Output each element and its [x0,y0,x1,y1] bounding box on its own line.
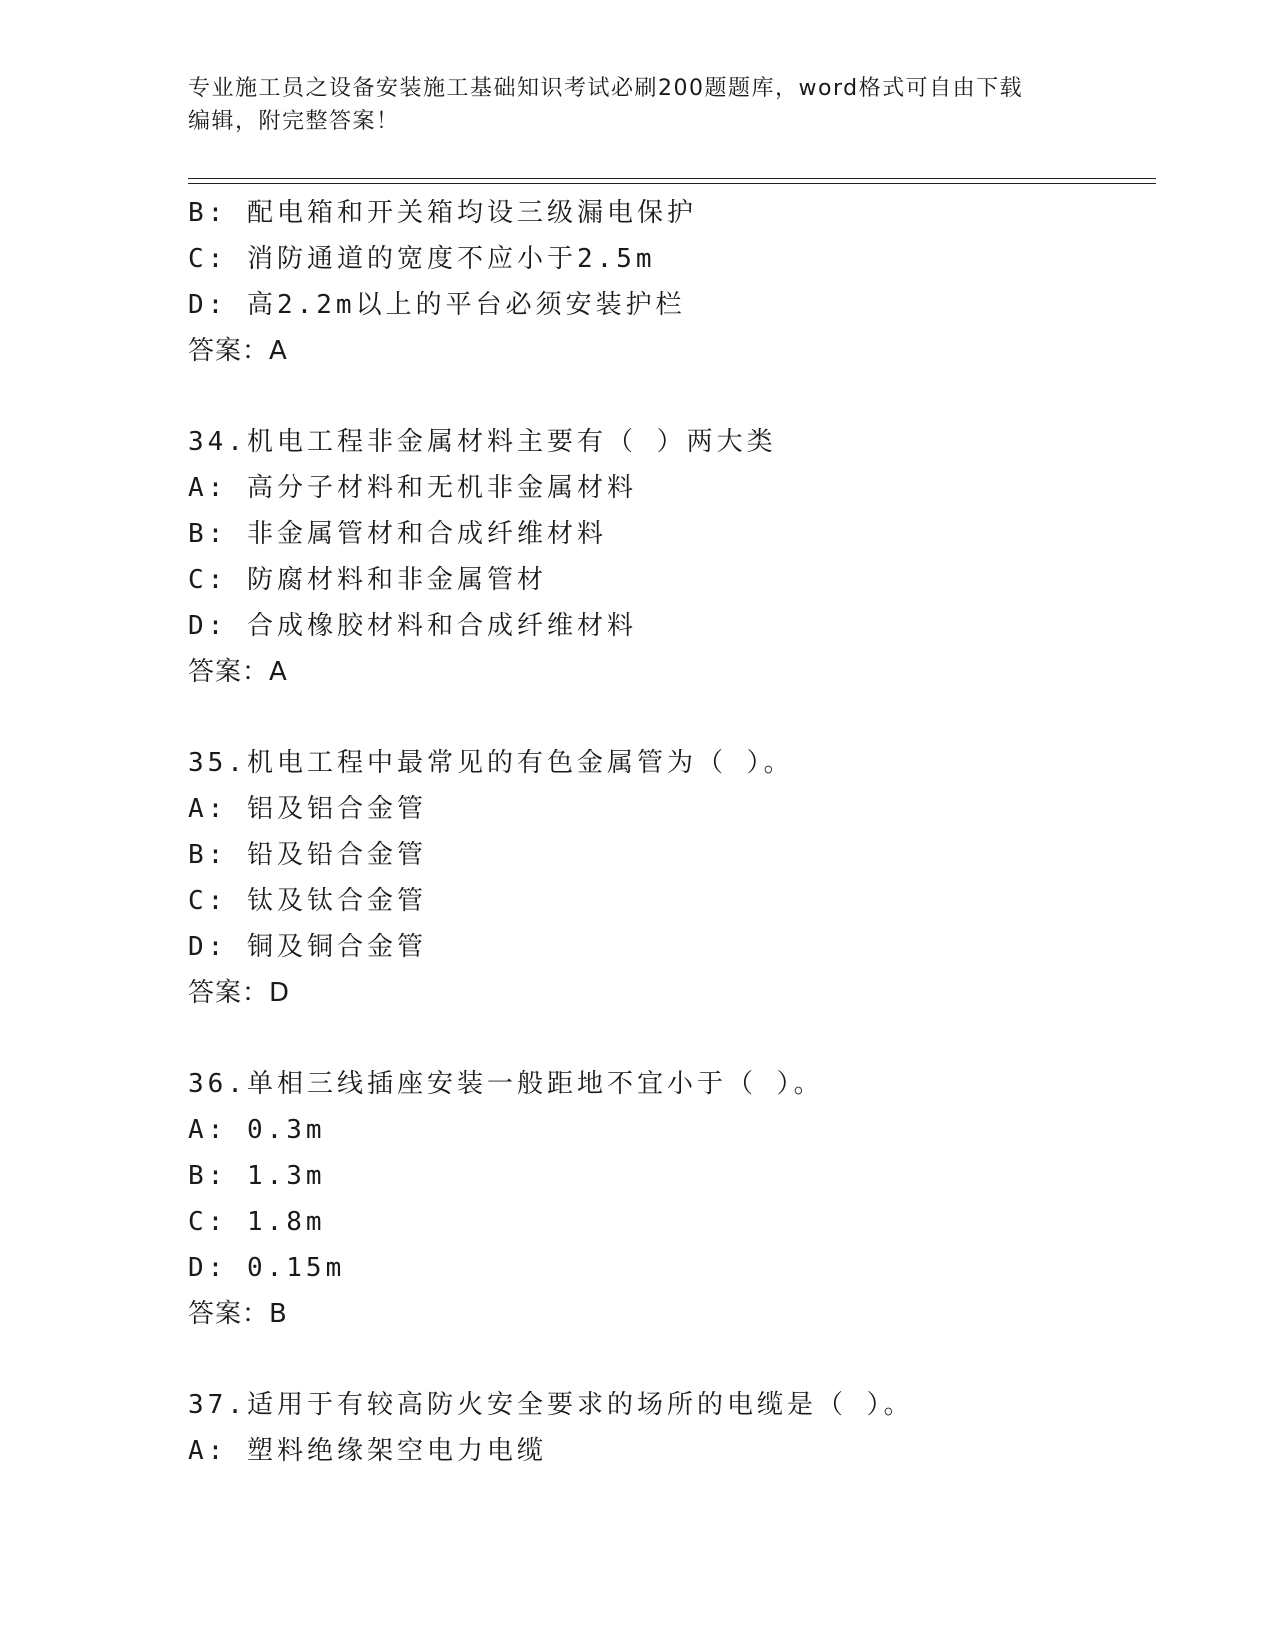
option-c: C: 1.8m [188,1207,326,1237]
answer-label: 答案：A [188,336,288,366]
answer-label: 答案：D [188,978,291,1008]
question-block-36 [188,1061,1148,1337]
question-stem: 35.机电工程中最常见的有色金属管为（ ）。 [188,748,794,778]
header-line-1: 专业施工员之设备安装施工基础知识考试必刷200题题库，word格式可自由下载 [188,76,1024,101]
question-stem: 34.机电工程非金属材料主要有（ ）两大类 [188,427,777,457]
option-b: B: 1.3m [188,1161,326,1191]
option-b: B: 非金属管材和合成纤维材料 [188,519,607,549]
option-d: D: 0.15m [188,1253,346,1283]
question-block-33 [188,190,1148,374]
header-line-2: 编辑，附完整答案！ [188,109,400,134]
header-divider-top [188,178,1156,179]
option-d: D: 高2.2m以上的平台必须安装护栏 [188,290,686,320]
option-d: D: 铜及铜合金管 [188,932,427,962]
option-b: B: 配电箱和开关箱均设三级漏电保护 [188,198,697,228]
option-b: B: 铅及铅合金管 [188,840,427,870]
option-a: A: 高分子材料和无机非金属材料 [188,473,637,503]
question-stem: 36.单相三线插座安装一般距地不宜小于（ ）。 [188,1069,824,1099]
question-block-35 [188,740,1148,1016]
option-c: C: 防腐材料和非金属管材 [188,565,547,595]
option-c: C: 钛及钛合金管 [188,886,427,916]
option-c: C: 消防通道的宽度不应小于2.5m [188,244,656,274]
question-block-34 [188,419,1148,695]
question-stem: 37.适用于有较高防火安全要求的场所的电缆是（ ）。 [188,1390,914,1420]
option-a: A: 塑料绝缘架空电力电缆 [188,1436,547,1466]
question-block-37 [188,1382,1148,1474]
option-a: A: 0.3m [188,1115,326,1145]
question-list [188,190,1148,1474]
document-header [188,72,1088,138]
answer-label: 答案：B [188,1299,288,1329]
option-a: A: 铝及铝合金管 [188,794,427,824]
option-d: D: 合成橡胶材料和合成纤维材料 [188,611,637,641]
answer-label: 答案：A [188,657,288,687]
header-divider-bottom [188,183,1156,184]
